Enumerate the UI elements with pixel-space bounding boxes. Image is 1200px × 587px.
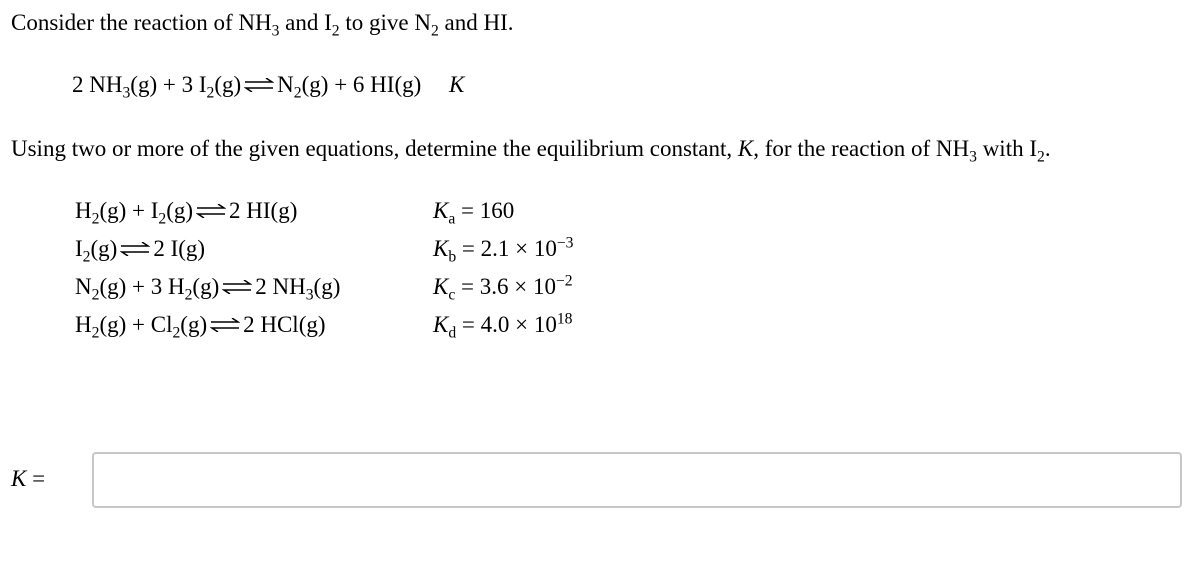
eq-c-sub: 2 — [184, 286, 193, 304]
reaction-state: (g) — [394, 72, 422, 97]
equilibrium-arrow-icon — [222, 280, 252, 294]
k-d-exponent: 18 — [556, 310, 573, 328]
reaction-n2: N — [277, 72, 294, 97]
equilibrium-arrow-icon — [120, 242, 150, 256]
answer-equals: = — [26, 466, 46, 491]
reaction-i2-sub: 2 — [206, 84, 215, 102]
answer-input[interactable] — [92, 452, 1182, 508]
reaction-hi: 6 HI — [352, 72, 395, 97]
eq-c-rhs-sub: 3 — [305, 286, 314, 304]
k-d-value: = 4.0 × 10 — [461, 312, 557, 337]
k-b-sub: b — [448, 248, 457, 266]
instruction — [11, 136, 1051, 166]
eq-a-part: H — [75, 198, 92, 223]
k-c-exponent: −2 — [555, 272, 573, 290]
given-equation-c — [75, 274, 341, 304]
k-symbol: K — [433, 312, 449, 337]
k-b-value: = 2.1 × 10 — [461, 236, 557, 261]
k-d — [433, 310, 573, 342]
k-symbol: K — [433, 198, 449, 223]
intro-text-4: and HI. — [438, 10, 514, 35]
eq-b-part: I — [75, 236, 83, 261]
k-a — [433, 198, 515, 228]
eq-c-part: (g) + 3 H — [99, 274, 185, 299]
given-equation-b — [75, 236, 206, 266]
reaction-nh3-sub: 3 — [122, 84, 131, 102]
intro-sub-3: 3 — [271, 22, 280, 40]
eq-b-sub: 2 — [82, 248, 91, 266]
instruction-text-2: , for the reaction of NH — [753, 136, 970, 161]
reaction-i2: 3 I — [181, 72, 207, 97]
intro-text-3: to give N — [339, 10, 431, 35]
reaction-state: (g) — [214, 72, 242, 97]
reaction-k-symbol: K — [449, 72, 465, 97]
equilibrium-arrow-icon — [210, 318, 240, 332]
instruction-text-3: with I — [976, 136, 1037, 161]
eq-c-rhs-tail: (g) — [313, 274, 341, 299]
eq-d-sub: 2 — [172, 324, 181, 342]
k-a-sub: a — [448, 210, 456, 228]
instruction-sub-3: 3 — [969, 148, 977, 166]
reaction-state: (g) — [130, 72, 158, 97]
eq-a-part: (g) — [166, 198, 194, 223]
k-b-exponent: −3 — [556, 234, 574, 252]
eq-d-part: (g) + Cl — [99, 312, 173, 337]
intro-sub-2b: 2 — [430, 22, 439, 40]
k-a-value: = 160 — [461, 198, 515, 223]
eq-c-sub: 2 — [91, 286, 100, 304]
question-intro — [11, 10, 514, 40]
instruction-k-symbol: K — [737, 136, 754, 161]
reaction-n2-sub: 2 — [293, 84, 302, 102]
given-equation-d — [75, 312, 326, 342]
eq-c-rhs: 2 NH — [255, 274, 306, 299]
eq-d-rhs: 2 HCl(g) — [243, 312, 326, 337]
instruction-sub-2: 2 — [1037, 148, 1045, 166]
k-symbol: K — [433, 236, 449, 261]
intro-text-1: Consider the reaction of NH — [11, 10, 272, 35]
reaction-plus: + — [328, 72, 353, 97]
equilibrium-arrow-icon — [196, 204, 226, 218]
given-equation-a — [75, 198, 298, 228]
k-c — [433, 272, 573, 304]
eq-a-rhs: 2 HI(g) — [229, 198, 298, 223]
answer-label — [11, 466, 45, 492]
eq-a-part: (g) + I — [99, 198, 159, 223]
equilibrium-arrow-icon — [244, 78, 274, 92]
instruction-text-1: Using two or more of the given equations, determine the equilibrium constant, — [11, 136, 738, 161]
k-b — [433, 234, 574, 266]
eq-a-sub: 2 — [91, 210, 100, 228]
answer-k-symbol: K — [11, 466, 27, 491]
eq-c-part: (g) — [192, 274, 220, 299]
intro-sub-2: 2 — [331, 22, 340, 40]
eq-a-sub: 2 — [158, 210, 167, 228]
eq-b-part: (g) — [90, 236, 118, 261]
eq-d-sub: 2 — [91, 324, 100, 342]
reaction-plus: + — [157, 72, 182, 97]
eq-c-part: N — [75, 274, 92, 299]
k-c-sub: c — [448, 286, 456, 304]
reaction-nh3: 2 NH — [72, 72, 123, 97]
eq-b-rhs: 2 I(g) — [153, 236, 206, 261]
eq-d-part: H — [75, 312, 92, 337]
k-d-sub: d — [448, 324, 457, 342]
k-c-value: = 3.6 × 10 — [461, 274, 556, 299]
reaction-state: (g) — [301, 72, 329, 97]
instruction-period: . — [1044, 136, 1051, 161]
main-reaction — [72, 72, 465, 102]
intro-text-2: and I — [279, 10, 332, 35]
eq-d-part: (g) — [180, 312, 208, 337]
k-symbol: K — [433, 274, 449, 299]
